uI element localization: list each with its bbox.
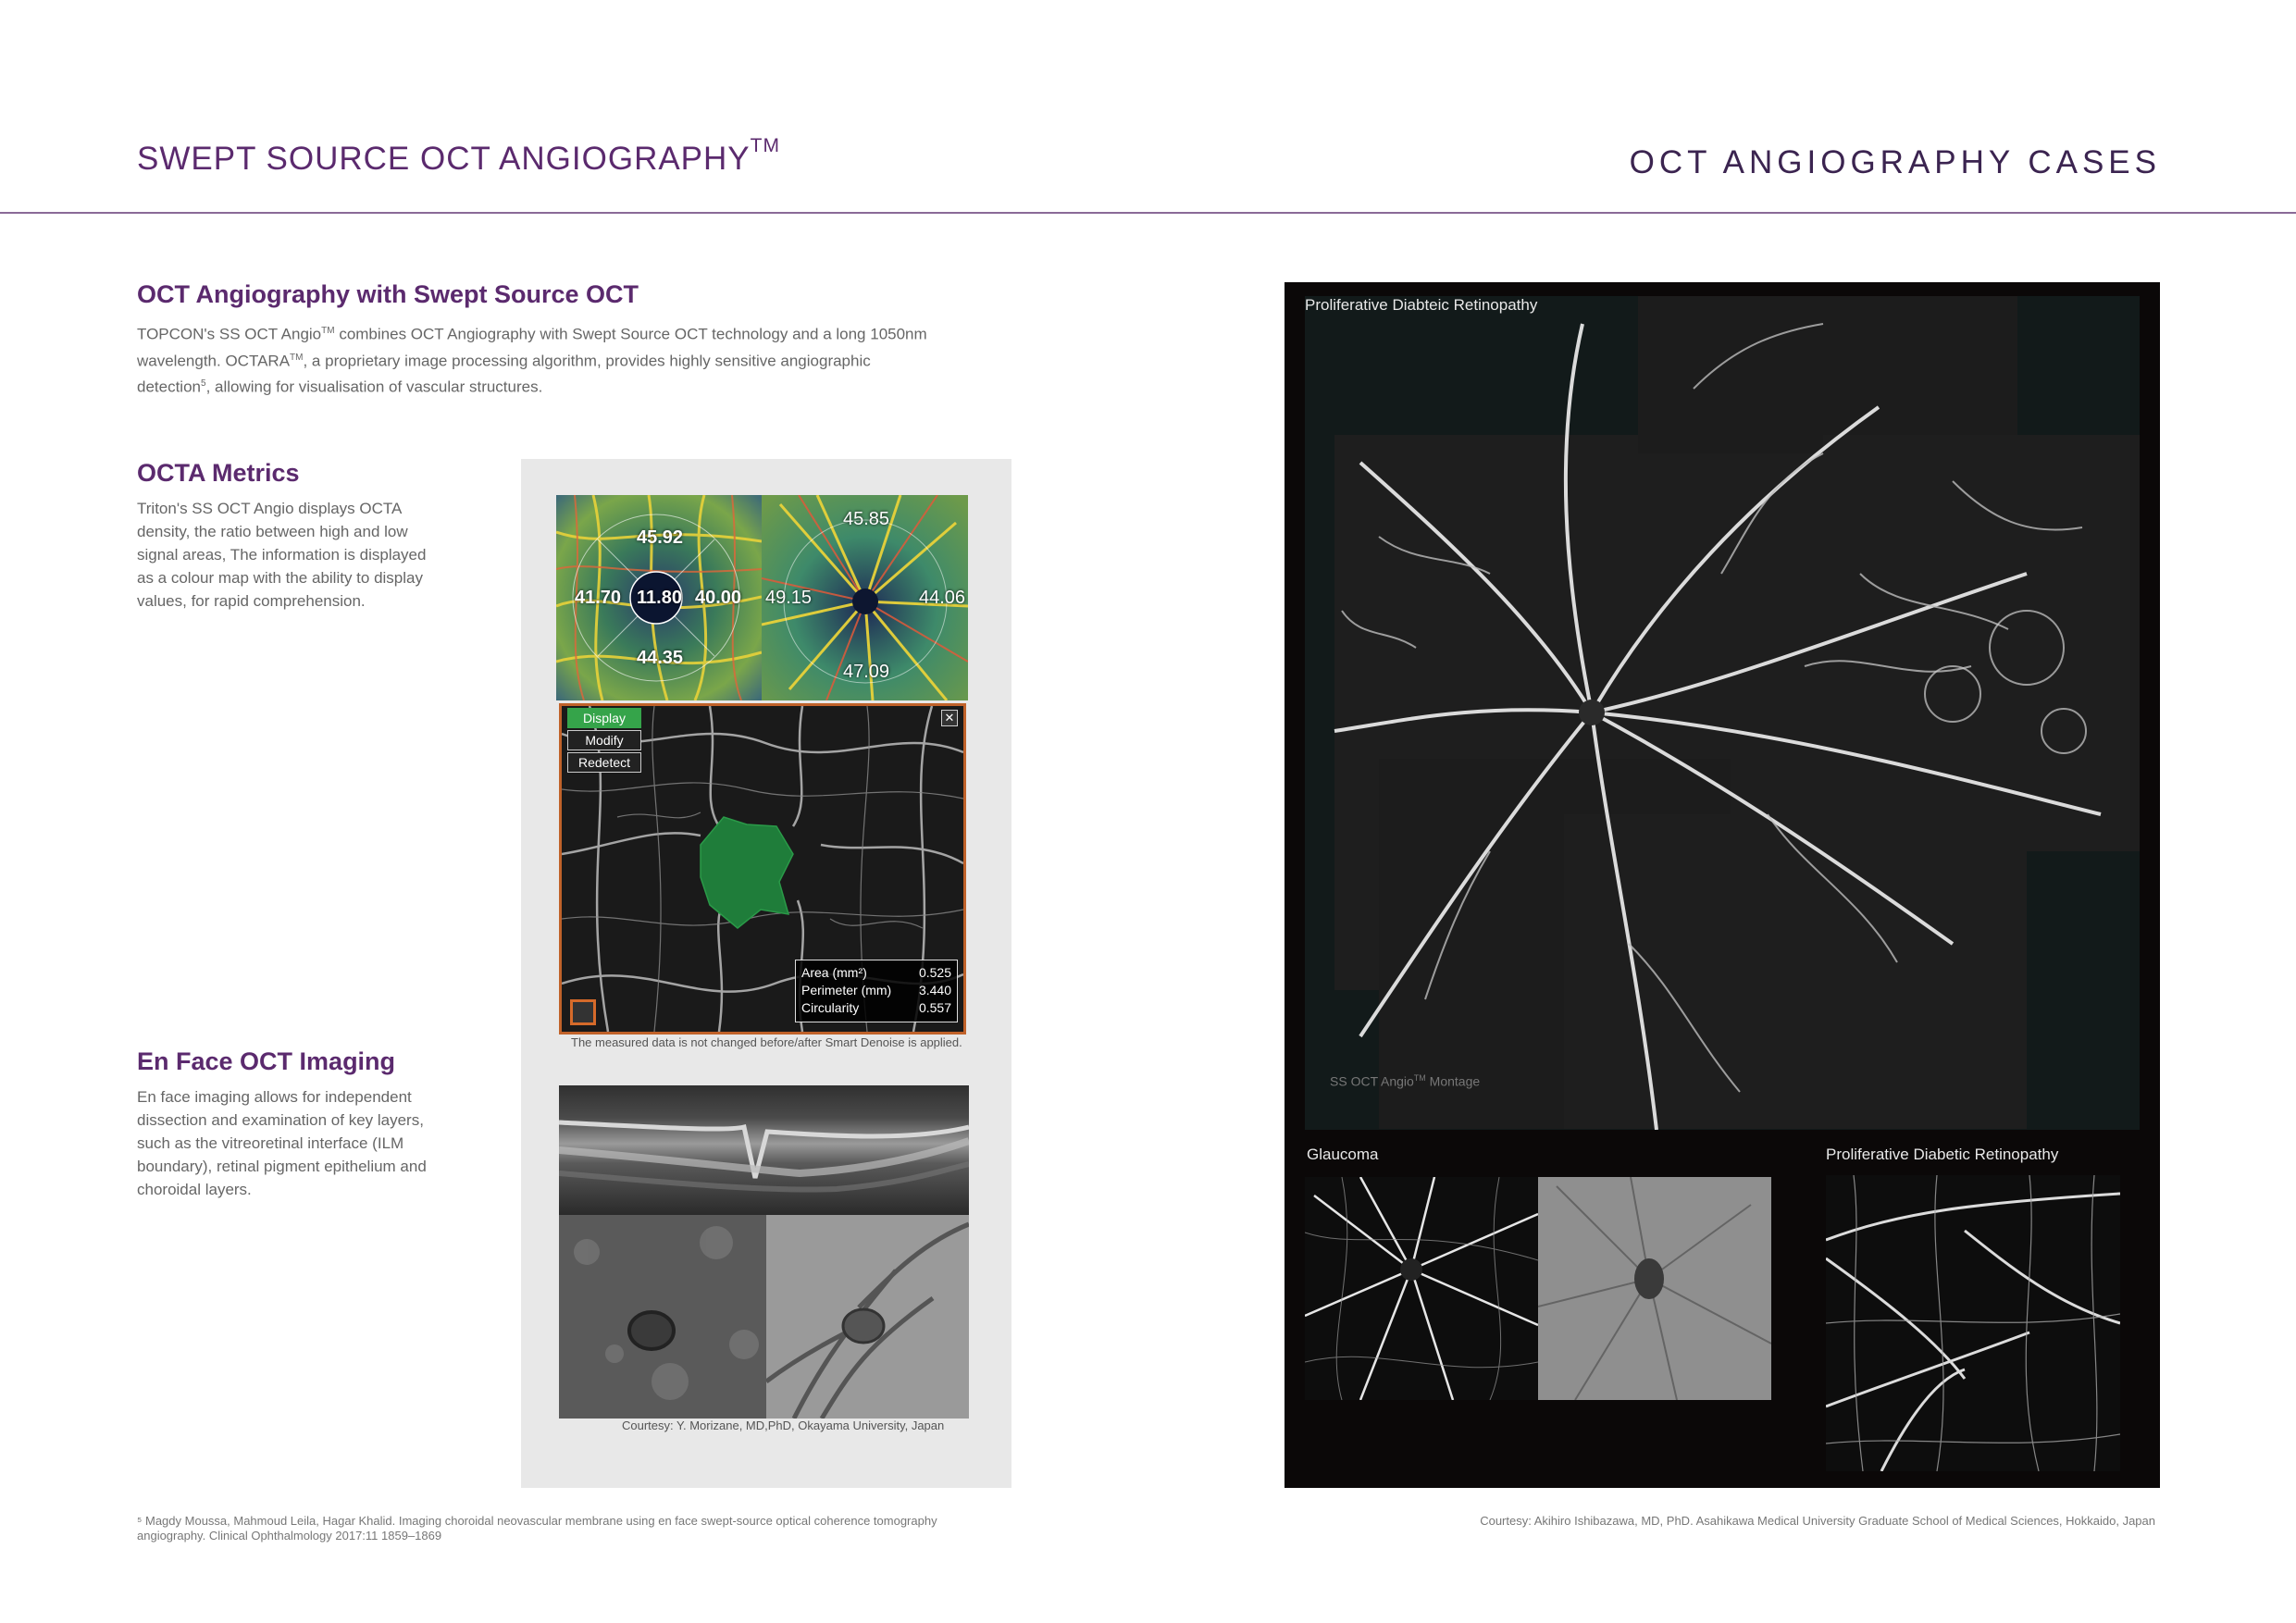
- section-heading-oct-angiography: OCT Angiography with Swept Source OCT: [137, 280, 639, 308]
- body-line: TOPCON's SS OCT Angio™ combines OCT Angiography with Swept Source OCT technology and a long 1050nm: [137, 325, 927, 343]
- header-divider: [0, 212, 2296, 214]
- body-line: as a colour map with the ability to display: [137, 569, 423, 587]
- montage-caption: SS OCT Angio™ Montage: [1330, 1073, 1481, 1089]
- bscan-layers: [559, 1085, 969, 1215]
- redetect-button[interactable]: Redetect: [567, 752, 641, 773]
- body-line: wavelength. OCTARA™, a proprietary image processing algorithm, provides highly sensitive angiographic: [137, 352, 871, 370]
- body-line: values, for rapid comprehension.: [137, 592, 366, 610]
- density-value-macula-left: 41.70: [575, 588, 622, 608]
- octa-zone-caption: The measured data is not changed before/after Smart Denoise is applied.: [571, 1035, 962, 1049]
- section-heading-en-face: En Face OCT Imaging: [137, 1047, 396, 1075]
- body-line: dissection and examination of key layers,: [137, 1111, 424, 1129]
- density-value-macula-top: 45.92: [637, 527, 684, 548]
- density-value-macula-center: 11.80: [637, 588, 682, 608]
- density-value-disc-bottom: 47.09: [843, 662, 890, 682]
- metric-row: Area (mm²) 0.525: [801, 965, 951, 980]
- footnote-citation: [137, 1514, 1062, 1543]
- density-value-disc-top: 45.85: [843, 509, 890, 529]
- density-value-macula-right: 40.00: [695, 588, 742, 608]
- oct-bscan-image: [559, 1085, 969, 1215]
- glaucoma-angio-image: [1305, 1177, 1538, 1400]
- enface-ilm-image: [766, 1215, 969, 1419]
- metric-row: Circularity 0.557: [801, 1000, 951, 1015]
- section-heading-octa-metrics: OCTA Metrics: [137, 459, 300, 487]
- density-value-disc-left: 49.15: [765, 588, 813, 608]
- montage-vessels: [1305, 296, 2140, 1130]
- faz-metrics-table: [795, 960, 958, 1022]
- body-line: En face imaging allows for independent: [137, 1088, 412, 1106]
- body-line: boundary), retinal pigment epithelium and: [137, 1158, 427, 1175]
- pdr-angio-image: [1826, 1175, 2120, 1471]
- footnote-line: ⁵ Magdy Moussa, Mahmoud Leila, Hagar Khalid. Imaging choroidal neovascular membrane using en face swept-source optical coherence tomography: [137, 1514, 937, 1528]
- pdr-label: Proliferative Diabetic Retinopathy: [1826, 1146, 2059, 1163]
- glaucoma-label: Glaucoma: [1307, 1146, 1379, 1163]
- page-title-text: SWEPT SOURCE OCT ANGIOGRAPHY: [137, 141, 751, 177]
- page-title-right: OCT ANGIOGRAPHY CASES: [1629, 144, 2161, 180]
- metric-row: Perimeter (mm) 3.440: [801, 983, 951, 997]
- display-button[interactable]: Display: [567, 708, 641, 728]
- tool-icon[interactable]: [570, 999, 596, 1025]
- modify-button[interactable]: Modify: [567, 730, 641, 750]
- section-body-oct-angiography: [137, 319, 1025, 399]
- body-line: choroidal layers.: [137, 1181, 252, 1198]
- density-value-disc-right: 44.06: [919, 588, 966, 608]
- trademark-mark: TM: [750, 135, 780, 156]
- body-line: Triton's SS OCT Angio displays OCTA: [137, 500, 403, 517]
- section-body-en-face: [137, 1085, 489, 1201]
- section-body-octa-metrics: [137, 497, 489, 613]
- octa-density-map: [556, 495, 968, 700]
- glaucoma-enface-image: [1538, 1177, 1771, 1400]
- cases-courtesy-caption: Courtesy: Akihiro Ishibazawa, MD, PhD. Asahikawa Medical University Graduate School of Medical Sciences, Hokkaido, Japan: [1480, 1514, 2155, 1528]
- enface-rpe-image: [559, 1215, 766, 1419]
- close-icon[interactable]: ✕: [941, 710, 958, 726]
- body-line: density, the ratio between high and low: [137, 523, 408, 540]
- montage-label: Proliferative Diabteic Retinopathy: [1305, 296, 1538, 314]
- footnote-line: angiography. Clinical Ophthalmology 2017:11 1859–1869: [137, 1529, 442, 1542]
- montage-image: [1305, 296, 2140, 1130]
- body-line: signal areas, The information is displayed: [137, 546, 427, 564]
- body-line: such as the vitreoretinal interface (ILM: [137, 1134, 404, 1152]
- faz-measurement-viewer: [559, 703, 966, 1035]
- page-title-left: [137, 135, 780, 178]
- body-line: detection$^5$, allowing for visualisation of vascular structures.: [137, 378, 543, 396]
- enface-courtesy-caption: Courtesy: Y. Morizane, MD,PhD, Okayama University, Japan: [622, 1419, 945, 1432]
- density-value-macula-bottom: 44.35: [637, 648, 684, 668]
